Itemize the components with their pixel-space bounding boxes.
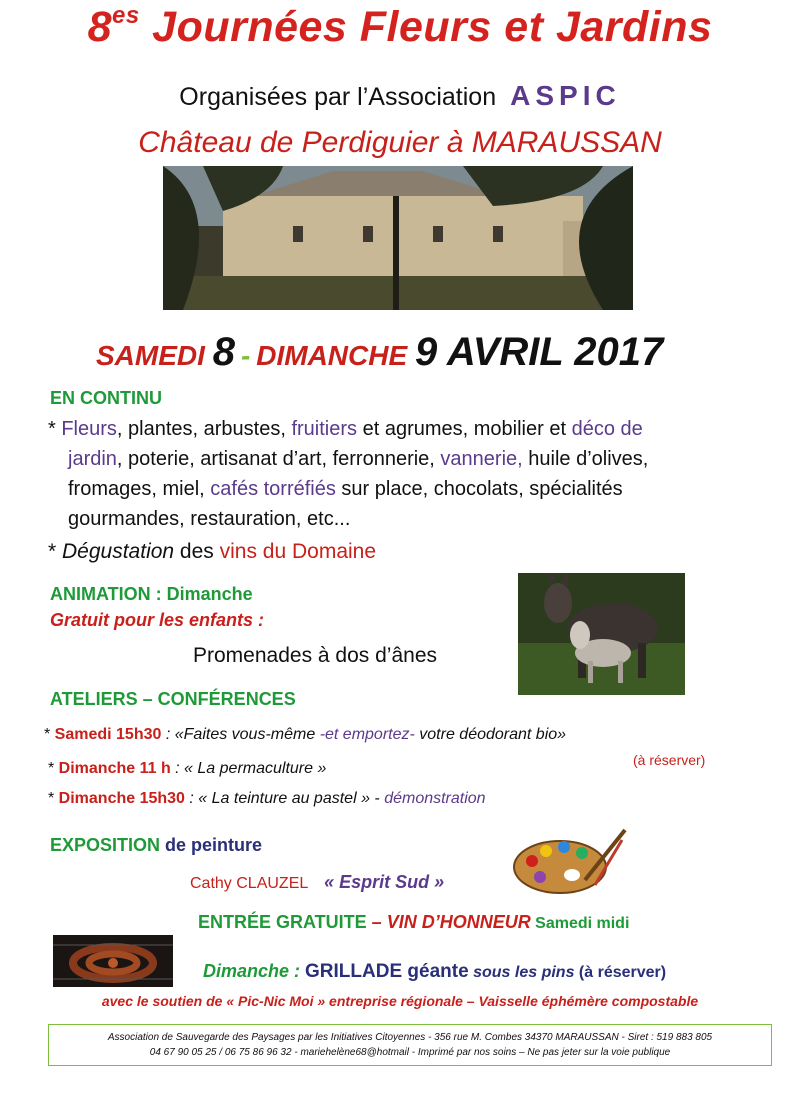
degustation-line	[48, 537, 376, 567]
donkey-photo	[518, 573, 685, 695]
grillade-line	[203, 961, 666, 983]
text: : « La teinture au pastel » -	[184, 790, 385, 807]
chateau-photo	[163, 166, 633, 310]
text: votre déodorant bio»	[414, 726, 567, 743]
text: fromages, miel,	[68, 478, 211, 500]
animation-activity: Promenades à dos d’ânes	[193, 644, 437, 667]
continu-heading: EN CONTINU	[50, 388, 162, 408]
word-vannerie: vannerie,	[440, 448, 523, 470]
entree-gratuite: ENTRÉE GRATUITE	[198, 912, 367, 932]
text: : «Faites vous-même	[161, 726, 320, 743]
text: , plantes, arbustes,	[116, 418, 292, 440]
event-dates	[96, 330, 663, 375]
text: sur place, chocolats, spécialités	[335, 478, 623, 500]
grillade-name: GRILLADE géante	[305, 961, 469, 982]
animation-heading: ANIMATION : Dimanche	[50, 584, 253, 604]
text-purple: démonstration	[384, 790, 486, 807]
vins-du-domaine: vins du Domaine	[219, 540, 377, 563]
exposition-label: EXPOSITION	[50, 835, 161, 855]
text-purple: -et emportez-	[319, 726, 415, 743]
animation-free	[50, 610, 264, 631]
sunday-date: 9 AVRIL 2017	[414, 330, 664, 374]
footer-box	[48, 1024, 772, 1066]
text: , poterie, artisanat d’art, ferronnerie,	[116, 448, 441, 470]
word-fruitiers: fruitiers	[291, 418, 358, 440]
continu-line-1	[48, 414, 643, 444]
exposition-heading	[50, 835, 262, 856]
sunday-label: DIMANCHE	[256, 340, 415, 371]
ateliers-heading: ATELIERS – CONFÉRENCES	[50, 689, 296, 709]
text: et agrumes, mobilier et	[357, 418, 572, 440]
footer-line-1: Association de Sauvegarde des Paysages par les Initiatives Citoyennes - 356 rue M. Combes 34370 MARAUSSAN - Siret : 519 883 805	[107, 1032, 713, 1043]
bullet: *	[44, 726, 55, 743]
grillade-day: Dimanche :	[203, 961, 306, 981]
separator: –	[366, 912, 387, 932]
vin-honneur: VIN D’HONNEUR	[386, 912, 531, 932]
atelier-time: Dimanche 15h30	[58, 790, 185, 807]
grill-photo	[53, 935, 173, 987]
title-text: Journées Fleurs et Jardins	[139, 3, 713, 51]
bullet: *	[48, 540, 63, 563]
continu-line-2	[68, 444, 648, 474]
word-degustation: Dégustation	[62, 540, 175, 563]
exposition-theme: « Esprit Sud »	[324, 872, 445, 892]
bullet: *	[48, 790, 59, 807]
continu-line-4: gourmandes, restauration, etc...	[68, 508, 351, 530]
edition-suffix: es	[112, 2, 140, 29]
grillade-reserve: (à réserver)	[574, 964, 667, 981]
palette-icon	[510, 825, 630, 900]
word-jardin: jardin	[68, 448, 117, 470]
date-dash: -	[240, 340, 251, 371]
atelier-time: Samedi 15h30	[54, 726, 162, 743]
continu-line-3	[68, 474, 623, 504]
atelier-item-2	[48, 760, 326, 778]
word-fleurs: Fleurs	[61, 418, 117, 440]
sponsor-line: avec le soutien de « Pic-Nic Moi » entreprise régionale – Vaisselle éphémère compostable	[101, 993, 699, 1009]
association-name: ASPIC	[510, 80, 621, 111]
artist-name: Cathy CLAUZEL	[190, 875, 308, 892]
saturday-number: 8	[212, 330, 235, 374]
atelier-item-1	[44, 726, 566, 744]
poster-title	[0, 2, 800, 52]
atelier-item-3	[48, 790, 486, 808]
edition-number: 8	[87, 3, 112, 51]
atelier-reserve: (à réserver)	[633, 752, 706, 768]
venue: Château de Perdiguier à MARAUSSAN	[138, 126, 662, 159]
bullet: *	[48, 760, 59, 777]
atelier-time: Dimanche 11 h	[58, 760, 171, 777]
text: huile d’olives,	[522, 448, 649, 470]
vin-when: Samedi midi	[530, 915, 630, 932]
grillade-place: sous les pins	[468, 964, 575, 981]
text: des	[174, 540, 220, 563]
organizer-prefix: Organisées par l’Association	[179, 83, 497, 111]
entree-line	[198, 912, 629, 933]
gratuit-enfants: Gratuit pour les enfants :	[50, 610, 265, 630]
bullet: *	[48, 418, 62, 440]
organizer-line	[0, 80, 800, 112]
footer-line-2: 04 67 90 05 25 / 06 75 86 96 32 - mariehelène68@hotmail - Imprimé par nos soins – Ne pas jeter sur la voie publique	[149, 1047, 671, 1058]
text: : « La permaculture »	[170, 760, 327, 777]
word-cafes: cafés torréfiés	[210, 478, 336, 500]
saturday-label: SAMEDI	[96, 340, 213, 371]
exposition-artist-line	[190, 872, 444, 893]
exposition-rest: de peinture	[160, 835, 263, 855]
word-deco: déco de	[571, 418, 643, 440]
